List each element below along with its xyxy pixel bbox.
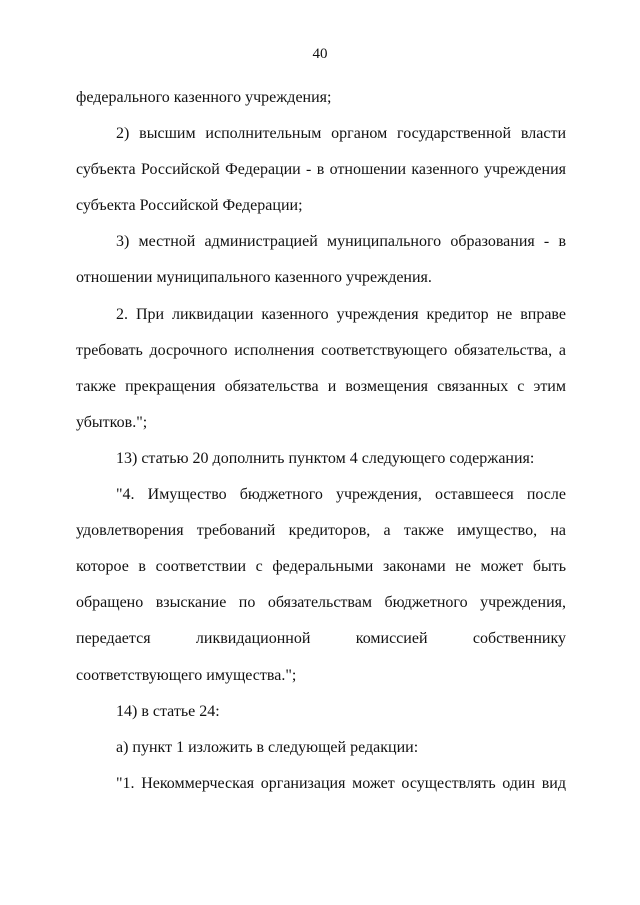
paragraph-7 [76,694,566,730]
text-line: субъекта Российской Федерации; [76,197,303,215]
paragraph-8 [76,730,566,766]
text-line: 2) высшим исполнительным органом государственной власти [116,125,566,143]
text-line: передается ликвидационной комиссией собственнику [76,630,566,648]
text-line: 14) в статье 24: [116,702,220,720]
text-line: субъекта Российской Федерации - в отношении казенного учреждения [76,161,566,179]
text-line: а) пункт 1 изложить в следующей редакции: [116,738,419,756]
paragraph-9 [76,766,566,802]
text-line: 3) местной администрацией муниципального образования - в [116,233,566,251]
text-line: требовать досрочного исполнения соответствующего обязательства, а [76,341,566,359]
paragraph-5 [76,441,566,477]
text-line: которое в соответствии с федеральными законами не может быть [76,558,566,576]
paragraph-4 [76,297,566,441]
text-line: также прекращения обязательства и возмещения связанных с этим [76,377,566,395]
text-line: федерального казенного учреждения; [76,89,332,106]
paragraph-1 [76,80,566,116]
document-body [76,80,566,802]
paragraph-6 [76,477,566,694]
paragraph-3 [76,224,566,296]
text-line: 13) статью 20 дополнить пунктом 4 следующего содержания: [116,449,535,467]
text-line: удовлетворения требований кредиторов, а также имущество, на [76,522,566,540]
text-line: отношении муниципального казенного учреждения. [76,269,432,287]
text-line: "4. Имущество бюджетного учреждения, оставшееся после [116,486,566,504]
page-number: 40 [312,46,328,62]
text-line: обращено взыскание по обязательствам бюджетного учреждения, [76,594,566,612]
text-line: 2. При ликвидации казенного учреждения кредитор не вправе [116,305,566,323]
paragraph-2 [76,116,566,224]
text-line: убытков."; [76,413,148,431]
text-line: "1. Некоммерческая организация может осуществлять один вид [116,774,566,792]
text-line: соответствующего имущества."; [76,666,297,684]
